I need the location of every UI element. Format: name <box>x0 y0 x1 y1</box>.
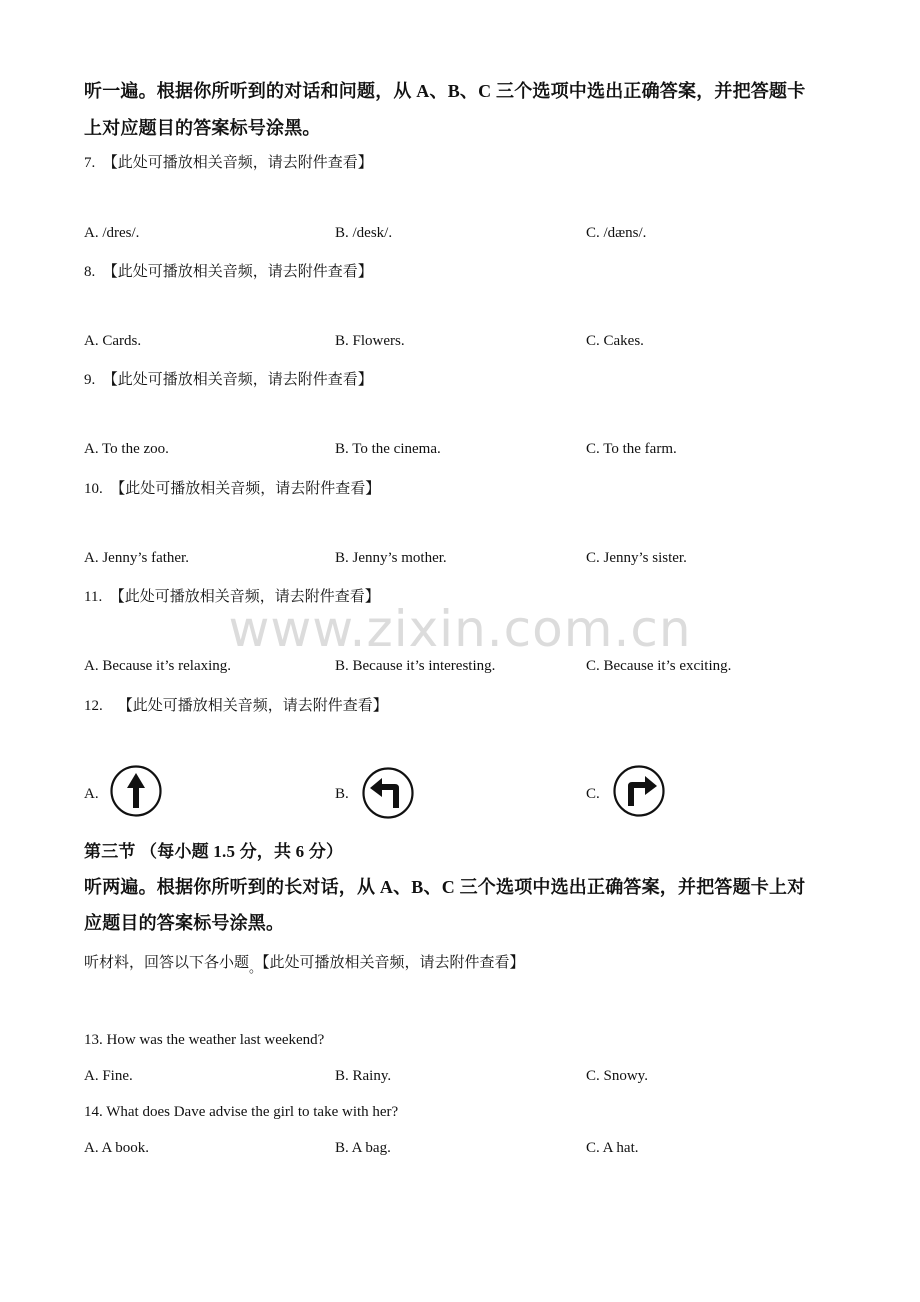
q12-option-c: C. <box>586 786 600 802</box>
q7-option-c: C. /dæns/. <box>586 225 647 241</box>
question-number: 10. <box>84 481 103 497</box>
audio-note[interactable]: 【此处可播放相关音频，请去附件查看】 <box>262 955 525 971</box>
q8-option-b: B. Flowers. <box>335 333 405 349</box>
question-12 <box>84 694 388 715</box>
section-3-heading: 第三节 （每小题 1.5 分，共 6 分） <box>84 842 344 861</box>
section-3-instructions-line-1: 听两遍。根据你所听到的长对话，从 A、B、C 三个选项中选出正确答案，并把答题卡上对 <box>84 877 806 897</box>
q13-option-b: B. Rainy. <box>335 1068 392 1084</box>
q7-option-b: B. /desk/. <box>335 225 393 241</box>
audio-note[interactable]: 【此处可播放相关音频，请去附件查看】 <box>117 698 388 714</box>
turn-left-icon <box>361 766 415 820</box>
question-number: 7. <box>84 155 96 171</box>
instructions-line-1: 听一遍。根据你所听到的对话和问题，从 A、B、C 三个选项中选出正确答案，并把答题卡 <box>84 81 806 101</box>
q11-option-c: C. Because it’s exciting. <box>586 658 732 674</box>
question-number: 12. <box>84 698 103 714</box>
q10-option-b: B. Jenny’s mother. <box>335 550 447 566</box>
question-7 <box>84 151 373 172</box>
q8-option-a: A. Cards. <box>84 333 142 349</box>
question-8 <box>84 260 373 281</box>
q14-option-c: C. A hat. <box>586 1140 639 1156</box>
q9-option-a: A. To the zoo. <box>84 441 169 457</box>
material-mark: 。 <box>249 960 263 975</box>
audio-note[interactable]: 【此处可播放相关音频，请去附件查看】 <box>102 372 373 388</box>
question-number: 8. <box>84 264 96 280</box>
question-number: 9. <box>84 372 96 388</box>
q11-option-b: B. Because it’s interesting. <box>335 658 496 674</box>
question-10 <box>84 477 380 498</box>
q7-option-a: A. /dres/. <box>84 225 140 241</box>
q12-option-b: B. <box>335 786 349 802</box>
q14-option-a: A. A book. <box>84 1140 150 1156</box>
q11-option-a: A. Because it’s relaxing. <box>84 658 232 674</box>
q13-option-a: A. Fine. <box>84 1068 133 1084</box>
q8-option-c: C. Cakes. <box>586 333 644 349</box>
q9-option-b: B. To the cinema. <box>335 441 441 457</box>
q10-option-c: C. Jenny’s sister. <box>586 550 687 566</box>
audio-note[interactable]: 【此处可播放相关音频，请去附件查看】 <box>102 264 373 280</box>
turn-right-icon <box>612 764 666 818</box>
question-14: 14. What does Dave advise the girl to take with her? <box>84 1104 399 1120</box>
question-number: 11. <box>84 589 103 605</box>
q13-option-c: C. Snowy. <box>586 1068 648 1084</box>
watermark: www.zixin.com.cn <box>228 600 692 658</box>
q14-option-b: B. A bag. <box>335 1140 391 1156</box>
audio-note[interactable]: 【此处可播放相关音频，请去附件查看】 <box>102 155 373 171</box>
q12-option-a: A. <box>84 786 99 802</box>
listening-material <box>84 951 525 975</box>
q10-option-a: A. Jenny’s father. <box>84 550 189 566</box>
section-3-instructions-line-2: 应题目的答案标号涂黑。 <box>84 913 285 933</box>
instructions-line-2: 上对应题目的答案标号涂黑。 <box>84 118 321 138</box>
audio-note[interactable]: 【此处可播放相关音频，请去附件查看】 <box>109 589 380 605</box>
question-13: 13. How was the weather last weekend? <box>84 1032 325 1048</box>
arrow-up-icon <box>109 764 163 818</box>
q9-option-c: C. To the farm. <box>586 441 677 457</box>
audio-note[interactable]: 【此处可播放相关音频，请去附件查看】 <box>110 481 381 497</box>
question-11 <box>84 585 380 606</box>
question-9 <box>84 368 373 389</box>
material-label: 听材料，回答以下各小题 <box>84 955 250 971</box>
